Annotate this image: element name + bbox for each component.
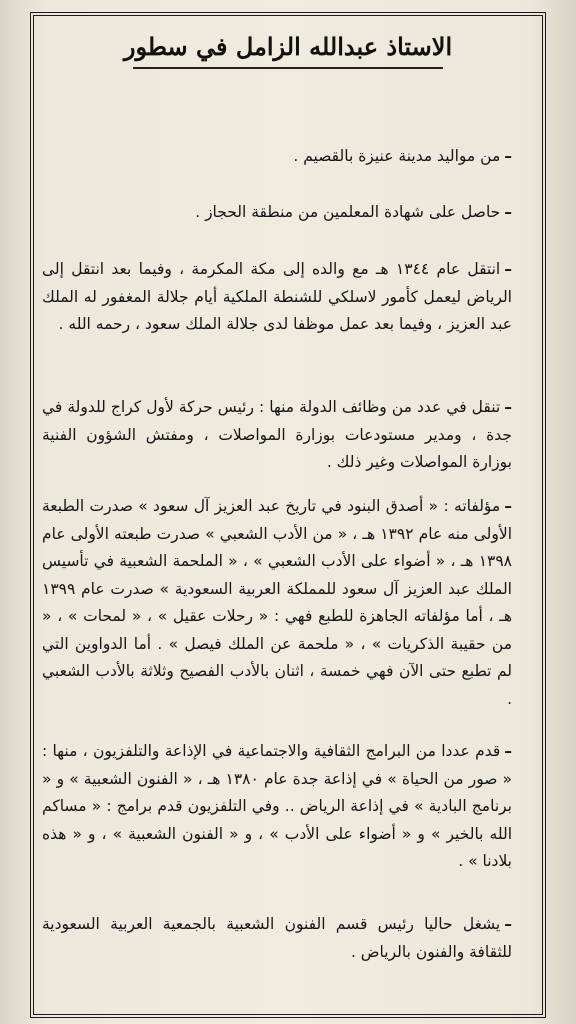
bullet-dash: – — [504, 203, 512, 221]
title-underline — [133, 67, 443, 69]
page-title: الاستاذ عبدالله الزامل في سطور — [123, 32, 453, 61]
paragraph-text: مؤلفاته : « أصدق البنود في تاريخ عبد العزيز آل سعود » صدرت الطبعة الأولى منه عام ١٣٩٢ هـ ، « من الأدب الشعبي » صدرت طبعته الأولى عام ١٣٩٨ هـ ، « أضواء على الأدب الشعبي » ، « الملحمة الشعبية في تأسيس الملك عبد العزيز آل سعود للمملكة العربية السعودية » صدرت عام ١٣٩٩ هـ ، أما مؤلفاته الجاهزة للطبع فهي : « رحلات عقيل » ، « لمحات » ، « من حقيبة الذكريات » ، « ملحمة عن الملك فيصل » . أما الدواوين التي لم تطبع حتى الآن فهي خمسة ، اثنان بالأدب الفصيح وثلاثة بالأدب الشعبي . — [42, 497, 512, 708]
paragraph-programs — [42, 738, 512, 876]
paragraph-birthplace — [42, 143, 512, 171]
paragraph-text: قدم عددا من البرامج الثقافية والاجتماعية في الإذاعة والتلفزيون ، منها : « صور من الحياة » في إذاعة جدة عام ١٣٨٠ هـ ، « الفنون الشعبية » و « برنامج البادية » في إذاعة الرياض .. وفي التلفزيون قدم برامج : « مساكم الله بالخير » و « أضواء على الأدب » ، و « الفنون الشعبية » ، و « هذه بلادنا » . — [42, 742, 512, 870]
bullet-dash: – — [504, 742, 512, 760]
paragraph-text: حاصل على شهادة المعلمين من منطقة الحجاز . — [195, 203, 501, 221]
paragraph-text: انتقل عام ١٣٤٤ هـ مع والده إلى مكة المكرمة ، وفيما بعد انتقل إلى الرياض ليعمل كأمور لاسلكي للشنطة الملكية أيام جلالة المغفور له الملك عبد العزيز ، وفيما بعد عمل موظفا لدى جلالة الملك سعود ، رحمه الله . — [42, 260, 512, 333]
paragraph-text: تنقل في عدد من وظائف الدولة منها : رئيس حركة لأول كراج للدولة في جدة ، ومدير مستودعات بوزارة المواصلات ، ومفتش الشؤون الفنية بوزارة المواصلات وغير ذلك . — [42, 398, 512, 471]
paragraph-current-position — [42, 911, 512, 966]
title-block — [0, 32, 576, 69]
paragraph-publications — [42, 493, 512, 713]
paragraph-text: يشغل حاليا رئيس قسم الفنون الشعبية بالجمعية العربية السعودية للثقافة والفنون بالرياض . — [42, 915, 512, 961]
paragraph-certificate — [42, 199, 512, 227]
bullet-dash: – — [504, 497, 512, 515]
paragraph-relocation — [42, 256, 512, 339]
bullet-dash: – — [504, 915, 512, 933]
bullet-dash: – — [504, 398, 512, 416]
bullet-dash: – — [504, 147, 512, 165]
paragraph-text: من مواليد مدينة عنيزة بالقصيم . — [293, 147, 501, 165]
bullet-dash: – — [504, 260, 512, 278]
paragraph-government-jobs — [42, 394, 512, 477]
